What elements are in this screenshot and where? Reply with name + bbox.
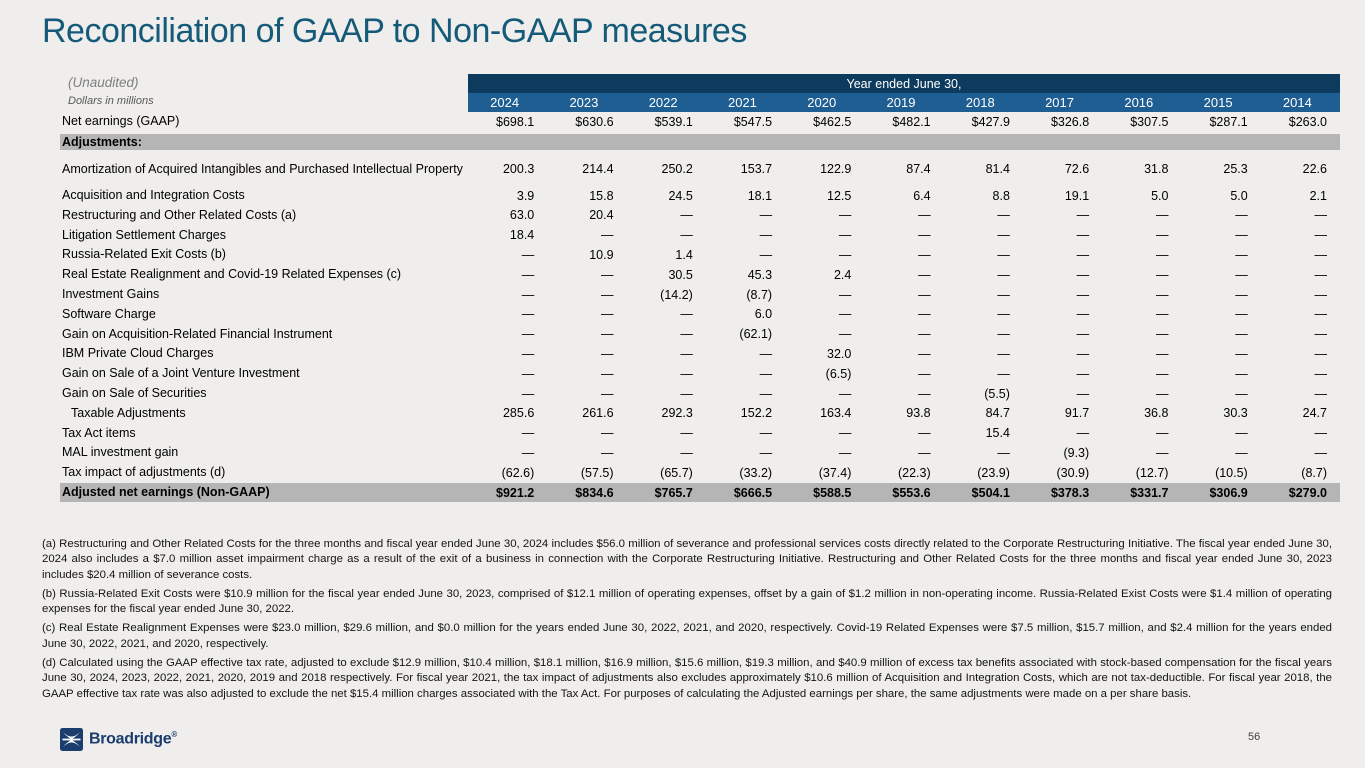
cell-value: — bbox=[759, 228, 773, 243]
row-label: Gain on Sale of a Joint Venture Investment bbox=[62, 366, 300, 381]
cell-value: — bbox=[838, 426, 852, 441]
cell-value: 10.9 bbox=[589, 248, 614, 263]
year-header-2016: 2016 bbox=[1124, 95, 1154, 110]
cell-value: — bbox=[1314, 386, 1327, 401]
cell-value: — bbox=[1155, 307, 1169, 322]
page-title: Reconciliation of GAAP to Non-GAAP measures bbox=[42, 12, 747, 50]
cell-value: — bbox=[1314, 446, 1327, 461]
cell-value: — bbox=[918, 426, 931, 441]
row-label: Restructuring and Other Related Costs (a) bbox=[62, 207, 297, 222]
cell-value: 31.8 bbox=[1144, 162, 1169, 177]
cell-value: 12.5 bbox=[827, 188, 852, 203]
cell-value: — bbox=[997, 248, 1010, 263]
cell-value: 20.4 bbox=[589, 208, 614, 223]
broadridge-logo-icon bbox=[60, 728, 83, 751]
cell-value: — bbox=[1155, 327, 1169, 342]
cell-value: — bbox=[1235, 287, 1248, 302]
cell-value: — bbox=[1155, 386, 1169, 401]
cell-value: — bbox=[1076, 386, 1090, 401]
unaudited-label: (Unaudited) bbox=[68, 75, 139, 90]
row-label: Net earnings (GAAP) bbox=[62, 114, 180, 129]
cell-value: — bbox=[601, 287, 614, 302]
row-label: Tax Act items bbox=[62, 425, 136, 440]
cell-value: — bbox=[918, 307, 931, 322]
cell-value: — bbox=[1235, 307, 1248, 322]
footnote-b: (b) Russia-Related Exit Costs were $10.9 million for the fiscal year ended June 30, 2023, comprised of $12.1 million of operating expenses, offset by a gain of $1.2 million in non-operating income. Russia-Related Exist Costs were $1.4 million of operating expenses for the fiscal year ended June 30, 2022. bbox=[42, 587, 1332, 616]
cell-value: — bbox=[1076, 307, 1090, 322]
footnote-c: (c) Real Estate Realignment Expenses were $23.0 million, $29.6 million, and $0.0 million for the years ended June 30, 2022, 2021, and 2020, respectively. Covid-19 Related Expenses were $7.5 million, $15.7 million, and $2.4 million for the years ended June 30, 2022, 2021, and 2020, respectively. bbox=[42, 622, 1332, 650]
cell-value: (65.7) bbox=[660, 465, 693, 480]
cell-value: — bbox=[601, 267, 614, 282]
cell-value: (22.3) bbox=[897, 465, 931, 480]
year-header-2021: 2021 bbox=[727, 95, 757, 110]
cell-value: 1.4 bbox=[675, 248, 693, 263]
row-label: Gain on Sale of Securities bbox=[62, 385, 207, 400]
dollars-note-area bbox=[60, 93, 468, 112]
cell-value: — bbox=[680, 307, 693, 322]
cell-value: — bbox=[918, 366, 931, 381]
row-label: Tax impact of adjustments (d) bbox=[62, 465, 226, 480]
cell-value: — bbox=[997, 327, 1010, 342]
table-header-span-row bbox=[60, 74, 1340, 93]
cell-value: — bbox=[918, 287, 931, 302]
cell-value: 122.9 bbox=[820, 162, 852, 177]
table-row bbox=[60, 265, 1340, 285]
cell-value: — bbox=[521, 386, 535, 401]
cell-value: — bbox=[918, 267, 931, 282]
cell-value: $630.6 bbox=[575, 114, 614, 129]
cell-value: — bbox=[838, 386, 852, 401]
cell-value: $462.5 bbox=[813, 114, 852, 129]
cell-value: — bbox=[521, 446, 535, 461]
cell-value: — bbox=[1235, 267, 1248, 282]
cell-value: 63.0 bbox=[509, 208, 535, 223]
table-row bbox=[60, 305, 1340, 325]
cell-value: — bbox=[680, 347, 693, 362]
cell-value: $331.7 bbox=[1130, 485, 1169, 500]
cell-value: — bbox=[1076, 248, 1090, 263]
cell-value: 19.1 bbox=[1064, 188, 1090, 203]
cell-value: (12.7) bbox=[1135, 465, 1169, 480]
cell-value: 25.3 bbox=[1223, 162, 1248, 177]
cell-value: (8.7) bbox=[746, 287, 773, 302]
cell-value: — bbox=[1235, 248, 1248, 263]
cell-value: — bbox=[601, 228, 614, 243]
year-header-2015: 2015 bbox=[1203, 95, 1233, 110]
cell-value: — bbox=[918, 386, 931, 401]
cell-value: — bbox=[521, 267, 535, 282]
cell-value: — bbox=[1155, 366, 1169, 381]
cell-value: — bbox=[680, 426, 693, 441]
cell-value: — bbox=[759, 366, 773, 381]
row-label: Acquisition and Integration Costs bbox=[62, 187, 245, 202]
cell-value: — bbox=[1314, 267, 1327, 282]
table-row bbox=[60, 443, 1340, 463]
cell-value: — bbox=[680, 208, 693, 223]
cell-value: — bbox=[838, 208, 852, 223]
cell-value: $326.8 bbox=[1050, 114, 1090, 129]
cell-value: 24.7 bbox=[1302, 406, 1327, 421]
row-label: Litigation Settlement Charges bbox=[62, 227, 226, 242]
year-header-2023: 2023 bbox=[569, 95, 599, 110]
cell-value: — bbox=[918, 347, 931, 362]
cell-value: 93.8 bbox=[906, 406, 931, 421]
row-label: Amortization of Acquired Intangibles and Purchased Intellectual Property bbox=[62, 161, 463, 176]
cell-value: — bbox=[838, 446, 852, 461]
cell-value: (37.4) bbox=[818, 465, 852, 480]
cell-value: 285.6 bbox=[502, 406, 535, 421]
cell-value: — bbox=[1155, 446, 1169, 461]
row-label: MAL investment gain bbox=[62, 445, 179, 460]
table-row bbox=[60, 404, 1340, 424]
cell-value: — bbox=[1314, 366, 1327, 381]
table-row bbox=[60, 153, 1340, 186]
cell-value: 87.4 bbox=[906, 162, 931, 177]
cell-value: 6.4 bbox=[913, 188, 931, 203]
footnote-d: (d) Calculated using the GAAP effective tax rate, adjusted to exclude $12.9 million, $10.4 million, $18.1 million, $16.9 million, $15.6 million, $19.3 million, and $40.9 million of excess tax benefits associated with stock-based compensation for the fiscal years June 30, 2024, 2023, 2022, 2021, 2020, 2019 and 2018 respectively. For fiscal year 2021, the tax impact of adjustments also excludes approximately $10.6 million of Acquisition and Integration Costs, which are not tax-deductible. For fiscal year 2018, the GAAP effective tax rate was also adjusted to exclude the net $15.4 million charges associated with the Tax Act. For purposes of calculating the Adjusted earnings per share, the same adjustments were made on a per share basis. bbox=[42, 656, 1332, 700]
cell-value: — bbox=[1076, 267, 1090, 282]
cell-value: — bbox=[1314, 287, 1327, 302]
year-header-2020: 2020 bbox=[807, 95, 837, 110]
cell-value: — bbox=[601, 327, 614, 342]
cell-value: — bbox=[1076, 366, 1090, 381]
cell-value: 22.6 bbox=[1302, 162, 1327, 177]
cell-value: (62.6) bbox=[501, 465, 535, 480]
row-label: Russia-Related Exit Costs (b) bbox=[62, 247, 226, 262]
cell-value: — bbox=[1235, 228, 1248, 243]
table-row bbox=[60, 206, 1340, 226]
cell-value: $306.9 bbox=[1209, 485, 1248, 500]
logo-wordmark: Broadridge® bbox=[89, 730, 177, 748]
cell-value: — bbox=[997, 267, 1010, 282]
cell-value: — bbox=[838, 228, 852, 243]
cell-value: — bbox=[601, 366, 614, 381]
year-header-2024: 2024 bbox=[490, 95, 520, 110]
year-header-2019: 2019 bbox=[886, 95, 916, 110]
cell-value: $921.2 bbox=[496, 485, 535, 500]
cell-value: (57.5) bbox=[580, 465, 614, 480]
broadridge-logo bbox=[60, 728, 177, 751]
table-row bbox=[60, 186, 1340, 206]
cell-value: — bbox=[997, 307, 1010, 322]
cell-value: 18.1 bbox=[747, 188, 773, 203]
cell-value: — bbox=[1235, 347, 1248, 362]
cell-value: $263.0 bbox=[1288, 114, 1327, 129]
cell-value: — bbox=[1314, 307, 1327, 322]
cell-value: 2.1 bbox=[1309, 188, 1327, 203]
cell-value: — bbox=[1155, 287, 1169, 302]
cell-value: 18.4 bbox=[509, 228, 535, 243]
cell-value: — bbox=[1155, 228, 1169, 243]
cell-value: (23.9) bbox=[977, 465, 1010, 480]
cell-value: 214.4 bbox=[582, 162, 614, 177]
cell-value: — bbox=[1155, 347, 1169, 362]
cell-value: — bbox=[997, 446, 1010, 461]
cell-value: — bbox=[680, 446, 693, 461]
cell-value: — bbox=[1235, 386, 1248, 401]
cell-value: 261.6 bbox=[582, 406, 614, 421]
table-row bbox=[60, 285, 1340, 305]
year-header-2018: 2018 bbox=[965, 95, 995, 110]
cell-value: 2.4 bbox=[833, 267, 852, 282]
cell-value: (8.7) bbox=[1301, 465, 1327, 480]
cell-value: 5.0 bbox=[1151, 188, 1169, 203]
cell-value: — bbox=[918, 446, 931, 461]
cell-value: $698.1 bbox=[496, 114, 535, 129]
cell-value: 81.4 bbox=[985, 162, 1010, 177]
table-year-row bbox=[60, 93, 1340, 112]
page-number: 56 bbox=[1248, 731, 1261, 743]
row-label: Real Estate Realignment and Covid-19 Related Expenses (c) bbox=[62, 267, 402, 282]
cell-value: (14.2) bbox=[660, 287, 693, 302]
cell-value: — bbox=[1314, 208, 1327, 223]
cell-value: — bbox=[680, 327, 693, 342]
cell-value: $834.6 bbox=[575, 485, 614, 500]
cell-value: — bbox=[1076, 426, 1090, 441]
cell-value: — bbox=[521, 327, 535, 342]
cell-value: — bbox=[680, 366, 693, 381]
row-label: IBM Private Cloud Charges bbox=[62, 346, 214, 361]
year-headers bbox=[468, 93, 1340, 112]
cell-value: — bbox=[1076, 327, 1090, 342]
year-ended-header: Year ended June 30, bbox=[468, 74, 1340, 93]
cell-value: — bbox=[521, 248, 535, 263]
table-body bbox=[60, 112, 1340, 502]
row-label: Adjustments: bbox=[62, 134, 142, 149]
cell-value: 91.7 bbox=[1064, 406, 1090, 421]
cell-value: — bbox=[838, 248, 852, 263]
cell-value: — bbox=[1235, 327, 1248, 342]
row-label: Gain on Acquisition-Related Financial Instrument bbox=[62, 326, 333, 341]
table-row bbox=[60, 483, 1340, 503]
cell-value: $287.1 bbox=[1209, 114, 1248, 129]
table-row bbox=[60, 324, 1340, 344]
cell-value: $504.1 bbox=[971, 485, 1010, 500]
registered-mark: ® bbox=[171, 730, 177, 740]
cell-value: — bbox=[601, 347, 614, 362]
cell-value: — bbox=[838, 327, 852, 342]
cell-value: $765.7 bbox=[654, 485, 693, 500]
cell-value: $553.6 bbox=[892, 485, 931, 500]
footnotes bbox=[42, 537, 1332, 706]
cell-value: — bbox=[1314, 327, 1327, 342]
cell-value: — bbox=[1076, 228, 1090, 243]
cell-value: 292.3 bbox=[661, 406, 693, 421]
cell-value: 72.6 bbox=[1064, 162, 1090, 177]
row-label: Adjusted net earnings (Non-GAAP) bbox=[62, 484, 270, 499]
cell-value: — bbox=[918, 327, 931, 342]
cell-value: — bbox=[1155, 248, 1169, 263]
row-label: Taxable Adjustments bbox=[71, 405, 186, 420]
table-row bbox=[60, 344, 1340, 364]
cell-value: $666.5 bbox=[733, 485, 773, 500]
cell-value: — bbox=[1076, 287, 1090, 302]
cell-value: (33.2) bbox=[739, 465, 773, 480]
cell-value: — bbox=[1235, 426, 1248, 441]
cell-value: $279.0 bbox=[1288, 485, 1327, 500]
table-row bbox=[60, 384, 1340, 404]
cell-value: — bbox=[918, 248, 931, 263]
cell-value: — bbox=[1235, 366, 1248, 381]
cell-value: — bbox=[1155, 267, 1169, 282]
table-row bbox=[60, 364, 1340, 384]
cell-value: 152.2 bbox=[740, 406, 773, 421]
cell-value: — bbox=[1155, 426, 1169, 441]
row-label: Software Charge bbox=[62, 306, 156, 321]
cell-value: (6.5) bbox=[825, 366, 852, 381]
cell-value: — bbox=[521, 307, 535, 322]
cell-value: 200.3 bbox=[502, 162, 535, 177]
cell-value: (10.5) bbox=[1215, 465, 1248, 480]
cell-value: — bbox=[1076, 208, 1090, 223]
cell-value: 8.8 bbox=[992, 188, 1010, 203]
cell-value: 3.9 bbox=[516, 188, 535, 203]
cell-value: — bbox=[759, 248, 773, 263]
cell-value: — bbox=[1314, 347, 1327, 362]
cell-value: 36.8 bbox=[1144, 406, 1169, 421]
cell-value: $539.1 bbox=[654, 114, 693, 129]
year-header-2017: 2017 bbox=[1045, 95, 1074, 110]
cell-value: — bbox=[1314, 426, 1327, 441]
cell-value: — bbox=[521, 347, 535, 362]
cell-value: — bbox=[997, 208, 1010, 223]
year-header-2014: 2014 bbox=[1282, 95, 1312, 110]
cell-value: 15.4 bbox=[985, 426, 1010, 441]
cell-value: — bbox=[521, 366, 535, 381]
cell-value: (5.5) bbox=[984, 386, 1010, 401]
cell-value: — bbox=[759, 347, 773, 362]
row-label: Investment Gains bbox=[62, 286, 160, 301]
cell-value: — bbox=[997, 347, 1010, 362]
cell-value: 30.5 bbox=[668, 267, 693, 282]
cell-value: — bbox=[838, 287, 852, 302]
cell-value: (9.3) bbox=[1063, 446, 1090, 461]
cell-value: 6.0 bbox=[754, 307, 773, 322]
reconciliation-table bbox=[60, 74, 1340, 502]
cell-value: — bbox=[1235, 446, 1248, 461]
cell-value: 250.2 bbox=[661, 162, 693, 177]
cell-value: — bbox=[601, 307, 614, 322]
cell-value: — bbox=[759, 446, 773, 461]
cell-value: — bbox=[1076, 347, 1090, 362]
cell-value: — bbox=[1235, 208, 1248, 223]
cell-value: — bbox=[997, 366, 1010, 381]
cell-value: 24.5 bbox=[668, 188, 693, 203]
cell-value: $378.3 bbox=[1050, 485, 1090, 500]
cell-value: — bbox=[1314, 248, 1327, 263]
cell-value: — bbox=[521, 426, 535, 441]
cell-value: 153.7 bbox=[740, 162, 773, 177]
cell-value: — bbox=[680, 386, 693, 401]
cell-value: $307.5 bbox=[1130, 114, 1169, 129]
cell-value: 5.0 bbox=[1230, 188, 1248, 203]
cell-value: 32.0 bbox=[827, 347, 852, 362]
cell-value: 45.3 bbox=[747, 267, 773, 282]
cell-value: — bbox=[759, 208, 773, 223]
cell-value: — bbox=[997, 287, 1010, 302]
cell-value: 30.3 bbox=[1223, 406, 1248, 421]
cell-value: 163.4 bbox=[820, 406, 852, 421]
cell-value: $547.5 bbox=[733, 114, 773, 129]
cell-value: — bbox=[918, 228, 931, 243]
table-row bbox=[60, 112, 1340, 132]
cell-value: — bbox=[759, 426, 773, 441]
cell-value: — bbox=[601, 426, 614, 441]
cell-value: (62.1) bbox=[739, 327, 773, 342]
cell-value: $588.5 bbox=[813, 485, 852, 500]
table-row bbox=[60, 463, 1340, 483]
cell-value: 84.7 bbox=[985, 406, 1010, 421]
cell-value: $482.1 bbox=[892, 114, 931, 129]
cell-value: — bbox=[997, 228, 1010, 243]
cell-value: — bbox=[521, 287, 535, 302]
cell-value: — bbox=[680, 228, 693, 243]
cell-value: 15.8 bbox=[589, 188, 614, 203]
cell-value: — bbox=[918, 208, 931, 223]
table-row bbox=[60, 423, 1340, 443]
table-notes-area bbox=[60, 74, 468, 93]
cell-value: — bbox=[601, 446, 614, 461]
cell-value: — bbox=[838, 307, 852, 322]
cell-value: (30.9) bbox=[1056, 465, 1090, 480]
table-row bbox=[60, 134, 1340, 150]
footnote-a: (a) Restructuring and Other Related Costs for the three months and fiscal year ended June 30, 2024 includes $56.0 million of severance and professional services costs directly related to the Corporate Restructuring Initiative. The fiscal year ended June 30, 2024 also includes a $7.0 million asset impairment charge as a result of the exit of a business in connection with the Corporate Restructuring Initiative. Restructuring and Other Related Costs for the three months and fiscal year ended June 30, 2023 includes $20.4 million of severance costs. bbox=[42, 538, 1332, 581]
table-row bbox=[60, 245, 1340, 265]
table-row bbox=[60, 225, 1340, 245]
cell-value: $427.9 bbox=[971, 114, 1010, 129]
cell-value: — bbox=[1155, 208, 1169, 223]
year-header-2022: 2022 bbox=[648, 95, 678, 110]
cell-value: — bbox=[1314, 228, 1327, 243]
cell-value: — bbox=[601, 386, 614, 401]
dollars-in-millions-label: Dollars in millions bbox=[68, 95, 154, 107]
cell-value: — bbox=[759, 386, 773, 401]
